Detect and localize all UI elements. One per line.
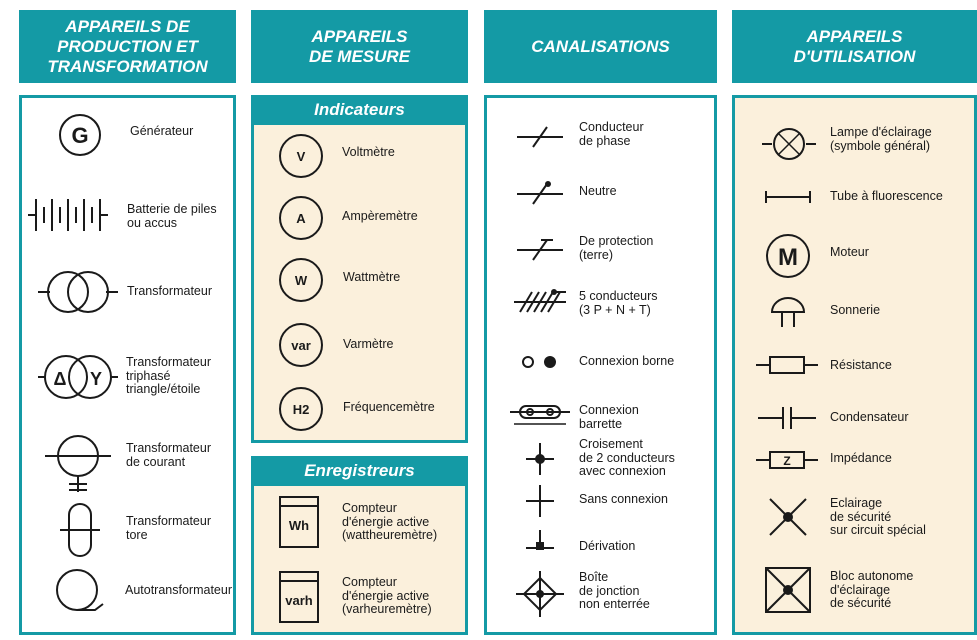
- svg-text:H2: H2: [292, 402, 310, 417]
- capacitor-icon: [758, 405, 816, 431]
- impedance-icon: [756, 448, 818, 472]
- safety-lighting-icon: [768, 497, 808, 537]
- header-utilisation: APPAREILS D'UTILISATION: [732, 10, 977, 83]
- phase-conductor-icon: [515, 125, 565, 149]
- protection-conductor-icon: [515, 236, 565, 262]
- label-5-conducteurs: 5 conducteurs (3 P + N + T): [579, 289, 658, 317]
- ammeter-icon: [278, 195, 324, 241]
- svg-text:W: W: [294, 273, 308, 288]
- wattmeter-icon: [278, 257, 324, 303]
- label-varmetre: Varmètre: [343, 337, 394, 351]
- svg-text:Y: Y: [89, 369, 103, 389]
- lamp-icon: [762, 127, 816, 161]
- svg-text:Wh: Wh: [288, 518, 310, 533]
- strip-connection-icon: [510, 402, 570, 428]
- header-mesure: APPAREILS DE MESURE: [251, 10, 468, 83]
- label-autotransformateur: Autotransformateur: [125, 583, 232, 597]
- label-amperemetre: Ampèremètre: [342, 209, 418, 223]
- label-lampe: Lampe d'éclairage (symbole général): [830, 125, 932, 153]
- svg-text:A: A: [296, 211, 306, 226]
- label-moteur: Moteur: [830, 245, 869, 259]
- label-protection: De protection (terre): [579, 234, 654, 262]
- crossing-unconnected-icon: [524, 485, 556, 517]
- svg-text:var: var: [291, 338, 311, 353]
- label-impedance: Impédance: [830, 451, 892, 465]
- label-frequencemetre: Fréquencemètre: [343, 400, 435, 414]
- label-conducteur-phase: Conducteur de phase: [579, 120, 644, 148]
- voltmeter-icon: [278, 133, 324, 179]
- bell-icon: [770, 296, 806, 328]
- transformer-icon: [38, 270, 118, 314]
- junction-box-icon: [516, 571, 564, 617]
- svg-text:V: V: [296, 149, 306, 164]
- label-transformateur-triphase: Transformateur triphasé triangle/étoile: [126, 355, 211, 396]
- svg-text:Δ: Δ: [53, 369, 67, 389]
- label-neutre: Neutre: [579, 184, 617, 198]
- watthour-meter-icon: [278, 495, 320, 549]
- label-sonnerie: Sonnerie: [830, 303, 881, 317]
- label-sans-connexion: Sans connexion: [579, 492, 668, 506]
- label-wattheuremetre: Compteur d'énergie active (wattheuremètre): [342, 501, 438, 542]
- label-batterie: Batterie de piles ou accus: [127, 202, 217, 230]
- header-canalisations: CANALISATIONS: [484, 10, 717, 83]
- five-conductors-icon: [512, 288, 568, 314]
- label-connexion-barrette: Connexion barrette: [579, 403, 639, 431]
- label-bloc-autonome: Bloc autonome d'éclairage de sécurité: [830, 569, 914, 610]
- label-voltmetre: Voltmètre: [342, 145, 395, 159]
- label-transformateur-tore: Transformateur tore: [126, 514, 211, 542]
- label-tube-fluorescence: Tube à fluorescence: [830, 189, 943, 203]
- label-transformateur: Transformateur: [127, 284, 212, 298]
- subheader-enregistreurs: Enregistreurs: [251, 456, 468, 486]
- derivation-icon: [524, 530, 556, 558]
- emergency-lighting-unit-icon: [764, 566, 812, 614]
- svg-text:varh: varh: [285, 593, 313, 608]
- svg-text:Z: Z: [783, 454, 791, 468]
- current-transformer-icon: [45, 432, 111, 498]
- motor-icon: [765, 233, 811, 279]
- autotransformer-icon: [55, 568, 105, 618]
- label-croisement: Croisement de 2 conducteurs avec connexion: [579, 437, 675, 478]
- label-resistance: Résistance: [830, 358, 892, 372]
- crossing-connected-icon: [524, 443, 556, 475]
- svg-text:M: M: [778, 244, 798, 271]
- label-wattmetre: Wattmètre: [343, 270, 401, 284]
- varmeter-icon: [278, 322, 324, 368]
- resistor-icon: [756, 354, 818, 376]
- toroidal-transformer-icon: [60, 500, 100, 560]
- three-phase-transformer-icon: [38, 354, 118, 400]
- label-generateur: Générateur: [130, 124, 194, 138]
- label-connexion-borne: Connexion borne: [579, 354, 675, 368]
- varhour-meter-icon: [278, 570, 320, 624]
- label-varheuremetre: Compteur d'énergie active (varheuremètre): [342, 575, 432, 616]
- subheader-indicateurs: Indicateurs: [251, 95, 468, 125]
- terminal-connection-icon: [518, 352, 562, 372]
- label-derivation: Dérivation: [579, 539, 636, 553]
- label-eclairage-securite: Eclairage de sécurité sur circuit spécial: [830, 496, 926, 537]
- label-transformateur-courant: Transformateur de courant: [126, 441, 211, 469]
- generator-icon: [55, 110, 105, 160]
- svg-text:G: G: [71, 123, 89, 148]
- header-production: APPAREILS DE PRODUCTION ET TRANSFORMATION: [19, 10, 236, 83]
- frequency-meter-icon: [278, 386, 324, 432]
- neutral-conductor-icon: [515, 180, 565, 206]
- fluorescent-tube-icon: [764, 187, 812, 207]
- label-condensateur: Condensateur: [830, 410, 909, 424]
- label-boite-jonction: Boîte de jonction non enterrée: [579, 570, 650, 611]
- battery-icon: [28, 195, 108, 235]
